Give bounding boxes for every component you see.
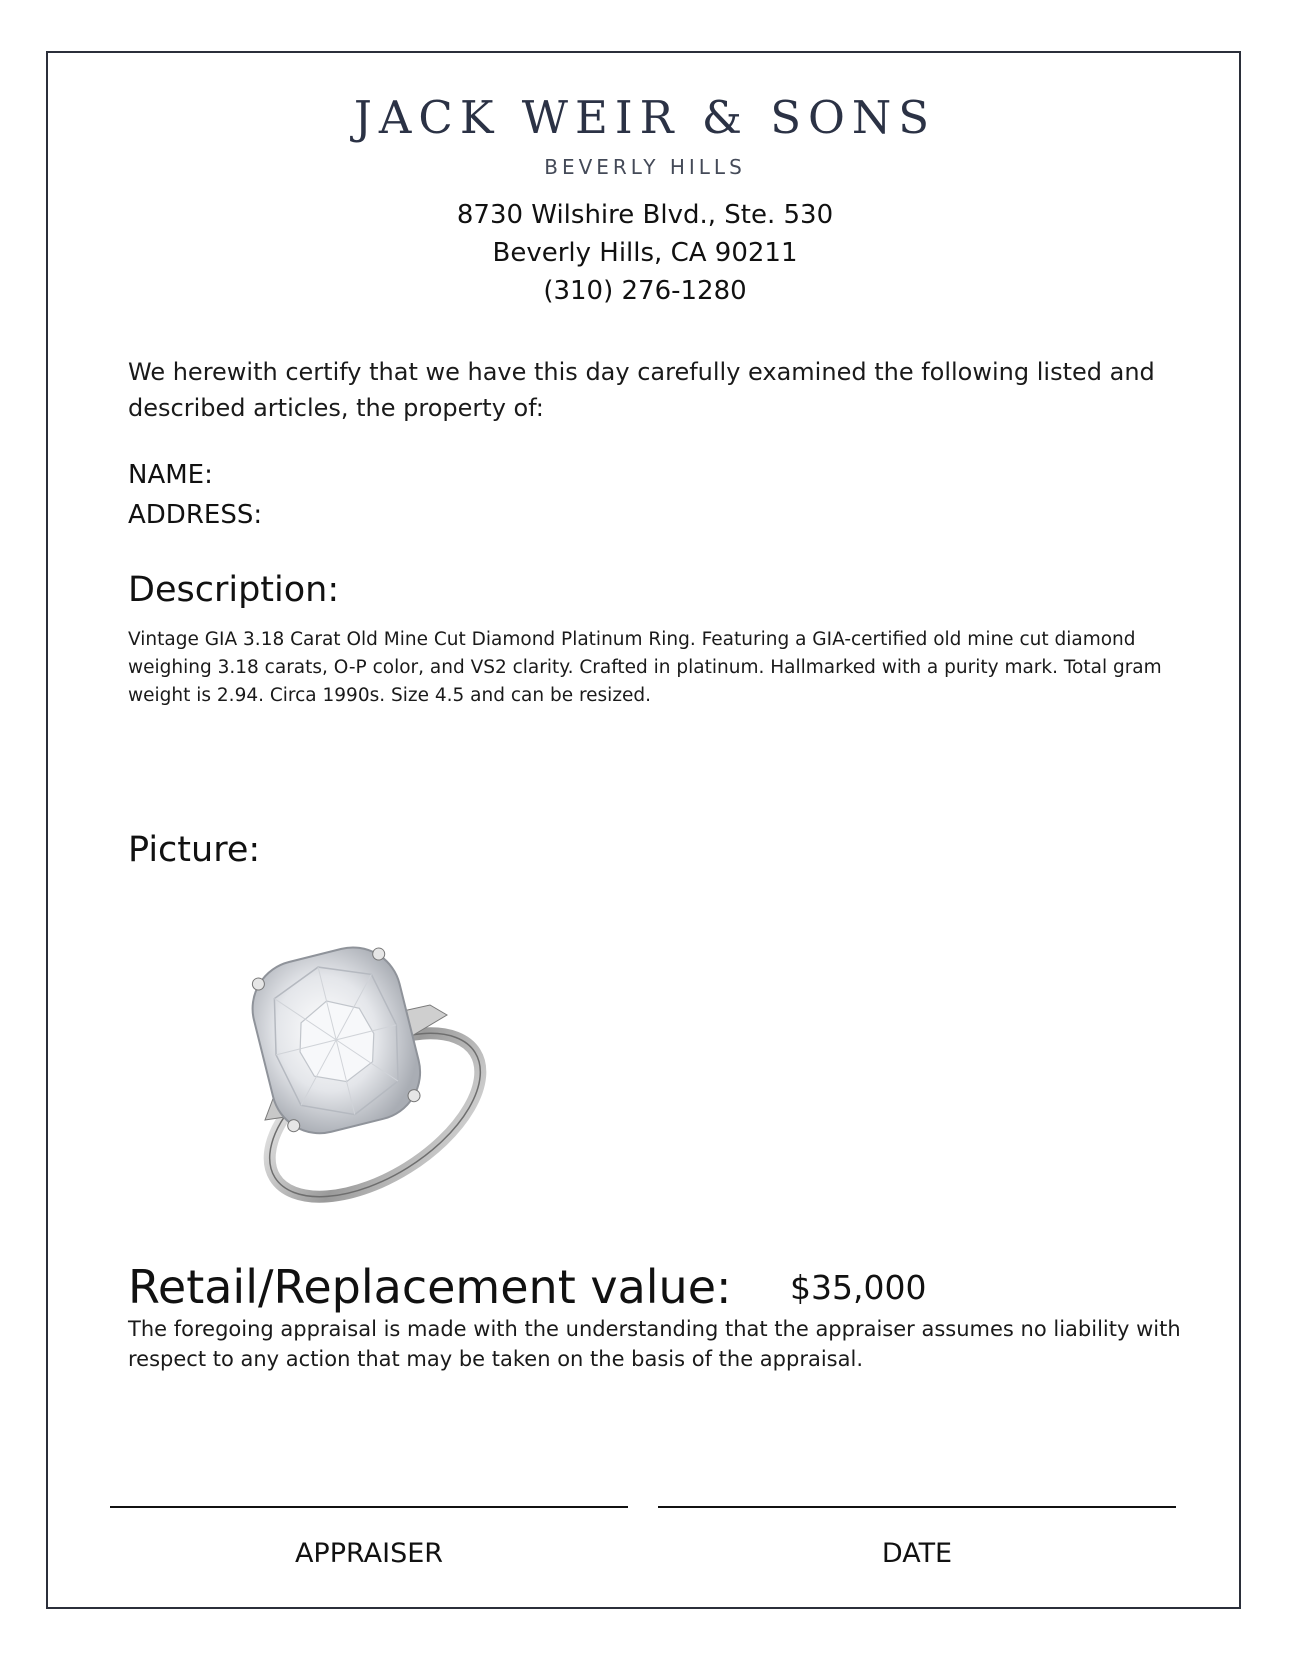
valuation-amount: $35,000 [790,1268,927,1307]
address-line-2: Beverly Hills, CA 90211 [492,238,798,268]
address-line-1: 8730 Wilshire Blvd., Ste. 530 [456,200,834,230]
brand-name: JACK WEIR & SONS [353,91,937,144]
description-heading: Description: [128,570,340,610]
certification-statement: We herewith certify that we have this day carefully examined the following listed and described articles, the property of: [128,358,1155,422]
name-field-label: NAME: [128,460,213,490]
phone-number: (310) 276-1280 [543,276,747,306]
appraiser-signature-line [110,1506,628,1508]
valuation-label: Retail/Replacement value: [128,1260,732,1314]
diamond-ring-photo [225,945,515,1215]
brand-location: BEVERLY HILLS [544,155,746,179]
appraiser-label: APPRAISER [294,1538,444,1569]
picture-heading: Picture: [128,830,261,870]
date-label: DATE [881,1538,953,1569]
address-field-label: ADDRESS: [128,500,263,530]
date-signature-line [658,1506,1176,1508]
description-text: Vintage GIA 3.18 Carat Old Mine Cut Diamond Platinum Ring. Featuring a GIA-certified old mine cut diamond weighing 3.18 carats, O-P color, and VS2 clarity. Crafted in platinum. Hallmarked with a purity mark. Total gram weight is 2.94. Circa 1990s. Size 4.5 and can be resized. [128,629,1162,706]
appraisal-disclaimer: The foregoing appraisal is made with the understanding that the appraiser assumes no liability with respect to any action that may be taken on the basis of the appraisal. [128,1317,1181,1371]
